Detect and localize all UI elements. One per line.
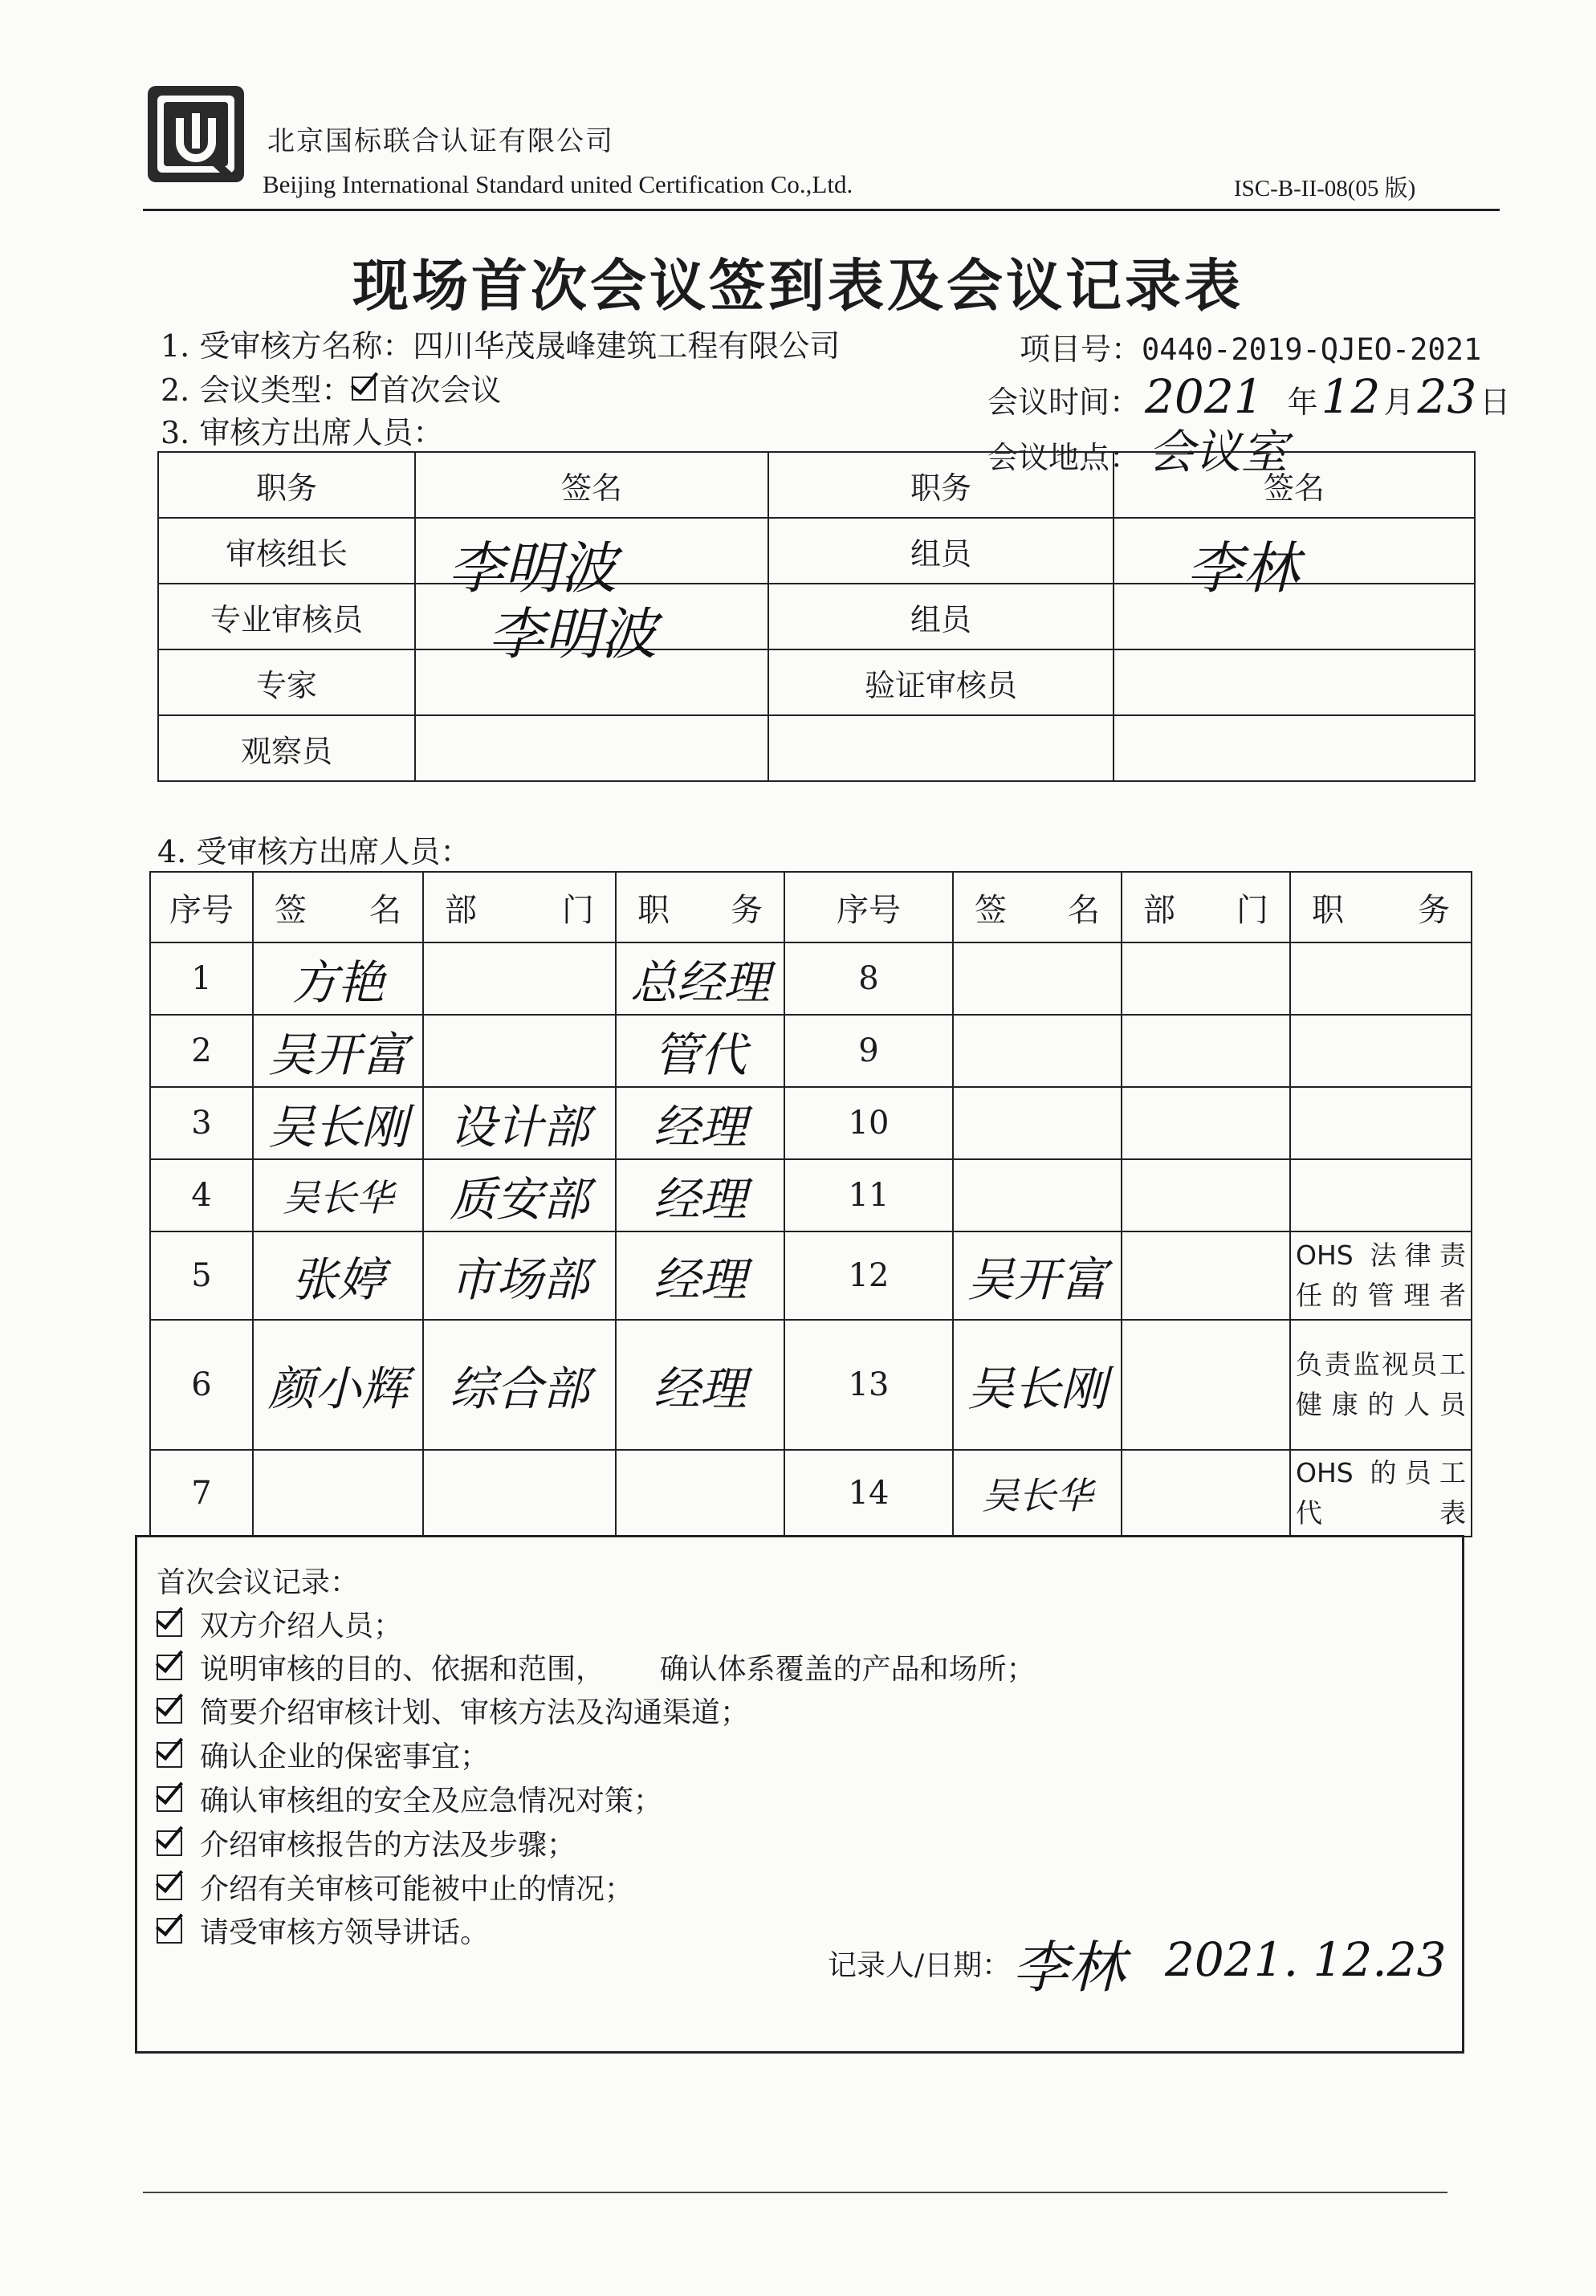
signature-cell: [953, 1320, 1122, 1450]
form-code: ISC-B-II-08(05 版): [1234, 176, 1416, 202]
handwritten-department: 综合部: [449, 1362, 589, 1416]
row-number: 1: [150, 942, 253, 1015]
header-department: [1122, 872, 1290, 942]
table-row: [150, 1231, 1472, 1320]
handwritten-department: 质安部: [449, 1172, 589, 1227]
header-department: [423, 872, 616, 942]
meeting-time-label: 会议时间：: [987, 385, 1141, 420]
duty-cell: [616, 1320, 784, 1450]
header-char: 名: [369, 891, 401, 929]
record-item-text: 请受审核方领导讲话。: [200, 1916, 490, 1949]
record-item: [157, 1910, 489, 1951]
duty-cell: [1290, 1231, 1472, 1320]
signature-cell: [953, 1450, 1122, 1537]
signature-cell: [953, 1159, 1122, 1231]
row-number: 2: [150, 1015, 253, 1087]
signature-cell: [1114, 715, 1475, 781]
record-item: [157, 1734, 489, 1775]
document-title: 现场首次会议签到表及会议记录表: [352, 252, 1244, 319]
header-no: 序号: [150, 872, 253, 942]
auditee-attendees-label: 4. 受审核方出席人员：: [157, 834, 471, 869]
handwritten-signature: 吴长刚: [267, 1100, 408, 1154]
row-number: 6: [150, 1320, 253, 1450]
company-name-en: Beijing International Standard united Certification Co.,Ltd.: [263, 170, 853, 198]
signature-cell: [953, 1087, 1122, 1159]
row-number: 9: [784, 1015, 953, 1087]
auditee-name-value: 四川华茂晟峰建筑工程有限公司: [413, 328, 841, 364]
handwritten-duty: 经理: [653, 1172, 747, 1227]
table-row: [150, 1320, 1472, 1450]
department-cell: [1122, 1015, 1290, 1087]
table-row: [158, 715, 1475, 781]
table-row: [158, 584, 1475, 649]
record-item-text: 简要介绍审核计划、审核方法及沟通渠道；: [200, 1696, 750, 1729]
record-title: 首次会议记录：: [157, 1566, 360, 1599]
checked-checkbox-icon[interactable]: [157, 1742, 182, 1768]
duty-cell: [616, 1087, 784, 1159]
handwritten-signature: 方艳: [291, 955, 385, 1010]
duty-cell: [616, 942, 784, 1015]
row-number: 12: [784, 1231, 953, 1320]
record-item: [157, 1822, 576, 1863]
department-cell: [423, 1087, 616, 1159]
department-cell: [1122, 942, 1290, 1015]
department-cell: [423, 1231, 616, 1320]
header-char: 名: [1068, 891, 1100, 929]
handwritten-signature: 颜小辉: [267, 1362, 408, 1416]
duty-cell: [1290, 1159, 1472, 1231]
meeting-location-handwritten: 会议室: [1148, 425, 1289, 479]
project-number-value: 0440-2019-QJEO-2021: [1142, 332, 1482, 367]
handwritten-signature: 吴开富: [267, 1028, 408, 1082]
signature-cell: [953, 1231, 1122, 1320]
meeting-record-box: [135, 1535, 1464, 2054]
header-no: 序号: [784, 872, 953, 942]
row-number: 14: [784, 1450, 953, 1537]
checked-checkbox-icon[interactable]: [157, 1875, 182, 1900]
auditee-name-label: 1. 受审核方名称：: [161, 328, 413, 364]
duty-cell: [1290, 1015, 1472, 1087]
meeting-type-row: [161, 365, 501, 409]
department-cell: [423, 1450, 616, 1537]
checked-checkbox-icon[interactable]: [157, 1918, 182, 1944]
signature-cell: [415, 518, 768, 601]
auditor-attendance-table: [157, 451, 1476, 782]
meeting-type-value: 首次会议: [379, 372, 502, 408]
signature-cell: [953, 942, 1122, 1015]
checked-checkbox-icon[interactable]: [157, 1655, 182, 1680]
department-cell: [1122, 1320, 1290, 1450]
auditor-table-header: [158, 452, 1475, 518]
handwritten-signature: 李林: [1187, 535, 1299, 601]
header-role: 职务: [158, 452, 415, 518]
header-char: 门: [562, 891, 594, 929]
duty-cell: [1290, 1450, 1472, 1537]
duty-cell: [1290, 1087, 1472, 1159]
role-cell: [768, 715, 1114, 781]
meeting-location-label: 会议地点：: [987, 440, 1141, 475]
footer-divider: [143, 2192, 1447, 2193]
duty-cell: [616, 1015, 784, 1087]
record-item-text: 介绍有关审核可能被中止的情况；: [200, 1873, 634, 1906]
company-logo-icon: [145, 83, 247, 185]
duty-cell: [616, 1450, 784, 1537]
signature-cell: [253, 1320, 423, 1450]
role-cell: 专业审核员: [158, 584, 415, 649]
table-row: [150, 942, 1472, 1015]
header-divider: [143, 209, 1500, 211]
handwritten-department: 市场部: [449, 1252, 589, 1307]
auditee-attendance-table: [149, 871, 1472, 1537]
row-number: 7: [150, 1450, 253, 1537]
department-cell: [1122, 1231, 1290, 1320]
signature-cell: [953, 1015, 1122, 1087]
handwritten-duty: 经理: [653, 1252, 747, 1307]
duty-cell: [1290, 942, 1472, 1015]
checked-checkbox-icon[interactable]: [157, 1830, 182, 1856]
row-number: 13: [784, 1320, 953, 1450]
signature-cell: [253, 942, 423, 1015]
header-signature: [953, 872, 1122, 942]
company-name-cn: 北京国标联合认证有限公司: [267, 125, 614, 157]
table-row: [158, 518, 1475, 584]
department-cell: [1122, 1450, 1290, 1537]
handwritten-signature: 张婷: [291, 1252, 385, 1307]
record-item-text: 双方介绍人员；: [200, 1610, 403, 1643]
role-cell: 专家: [158, 649, 415, 715]
header-signature: 签名: [415, 452, 768, 518]
handwritten-signature: 李明波: [448, 535, 617, 601]
project-number-row: [1020, 324, 1481, 368]
record-item: [157, 1690, 749, 1731]
row-number: 8: [784, 942, 953, 1015]
row-number: 4: [150, 1159, 253, 1231]
checked-checkbox-icon[interactable]: [157, 1786, 182, 1812]
header-duty: [1290, 872, 1472, 942]
checked-checkbox-icon[interactable]: [157, 1611, 182, 1637]
header-char: 务: [731, 891, 763, 929]
handwritten-signature: 吴长华: [982, 1474, 1093, 1517]
role-cell: 组员: [768, 584, 1114, 649]
header-signature: 签名: [1114, 452, 1475, 518]
signature-cell: [253, 1087, 423, 1159]
attendee-table-header: [150, 872, 1472, 942]
signature-cell: [253, 1450, 423, 1537]
handwritten-signature: 吴长华: [283, 1176, 393, 1219]
year-unit: 年: [1287, 385, 1318, 420]
duty-text: 负责监视员工健康的人员: [1296, 1349, 1466, 1420]
signature-cell: [415, 649, 768, 715]
auditor-attendees-label: 3. 审核方出席人员：: [161, 415, 444, 450]
day-unit: 日: [1480, 385, 1511, 420]
project-number-label: 项目号：: [1020, 332, 1142, 367]
header-char: 门: [1236, 891, 1268, 929]
record-item-text: 确认企业的保密事宜；: [200, 1740, 490, 1773]
recorder-date-label: 记录人/日期：: [828, 1949, 1012, 1982]
record-item-text: 介绍审核报告的方法及步骤；: [200, 1829, 576, 1862]
record-item: [157, 1778, 662, 1819]
meeting-type-checkbox[interactable]: [352, 377, 376, 401]
meeting-day-handwritten: 23: [1417, 369, 1477, 424]
role-cell: 审核组长: [158, 518, 415, 584]
header-duty: [616, 872, 784, 942]
handwritten-signature: 吴长刚: [967, 1362, 1107, 1416]
meeting-month-handwritten: 12: [1321, 369, 1381, 424]
table-row: [150, 1450, 1472, 1537]
record-item: [157, 1603, 402, 1644]
record-date-handwritten: 2021. 12.23: [1165, 1932, 1447, 1987]
signature-cell: [1114, 518, 1475, 601]
header-char: 部: [1143, 891, 1175, 929]
signature-cell: [253, 1231, 423, 1320]
record-item: [157, 1867, 633, 1907]
role-cell: 验证审核员: [768, 649, 1114, 715]
duty-text: OHS 的员工代表: [1296, 1457, 1466, 1529]
role-cell: 观察员: [158, 715, 415, 781]
handwritten-duty: 经理: [653, 1362, 747, 1416]
header-char: 职: [1312, 891, 1344, 929]
duty-cell: [616, 1231, 784, 1320]
duty-cell: [616, 1159, 784, 1231]
signature-cell: [1114, 649, 1475, 715]
row-number: 5: [150, 1231, 253, 1320]
table-row: [150, 1015, 1472, 1087]
header-signature: [253, 872, 423, 942]
handwritten-signature: 李明波: [488, 601, 657, 667]
checked-checkbox-icon[interactable]: [157, 1698, 182, 1724]
header-char: 签: [275, 891, 307, 929]
header-char: 务: [1418, 891, 1450, 929]
handwritten-duty: 经理: [653, 1100, 747, 1154]
department-cell: [423, 1320, 616, 1450]
role-cell: 组员: [768, 518, 1114, 584]
duty-cell: [1290, 1320, 1472, 1450]
record-item-text: 确认审核组的安全及应急情况对策；: [200, 1785, 663, 1818]
table-row: [150, 1159, 1472, 1231]
header-char: 签: [975, 891, 1007, 929]
auditee-name-row: [161, 321, 840, 365]
row-number: 3: [150, 1087, 253, 1159]
header-role: 职务: [768, 452, 1114, 518]
header-char: 职: [637, 891, 670, 929]
month-unit: 月: [1383, 385, 1415, 420]
recorder-signature: 李林: [1012, 1935, 1125, 2001]
row-number: 10: [784, 1087, 953, 1159]
signature-cell: [1114, 584, 1475, 649]
signature-cell: [415, 584, 768, 667]
handwritten-department: 设计部: [449, 1100, 589, 1154]
meeting-type-label: 2. 会议类型：: [161, 372, 352, 408]
department-cell: [1122, 1087, 1290, 1159]
department-cell: [1122, 1159, 1290, 1231]
table-row: [150, 1087, 1472, 1159]
handwritten-duty: 总经理: [629, 955, 770, 1010]
handwritten-duty: 管代: [653, 1028, 747, 1082]
meeting-year-handwritten: 2021: [1145, 369, 1264, 424]
department-cell: [423, 1015, 616, 1087]
department-cell: [423, 1159, 616, 1231]
table-row: [158, 649, 1475, 715]
row-number: 11: [784, 1159, 953, 1231]
record-item-text: 说明审核的目的、依据和范围， 确认体系覆盖的产品和场所；: [200, 1653, 1036, 1686]
header-char: 部: [445, 891, 477, 929]
signature-cell: [253, 1015, 423, 1087]
signature-cell: [415, 715, 768, 781]
record-item: [157, 1647, 1036, 1687]
duty-text: OHS 法律责任的管理者: [1296, 1240, 1466, 1311]
department-cell: [423, 942, 616, 1015]
handwritten-signature: 吴开富: [967, 1252, 1107, 1307]
signature-cell: [253, 1159, 423, 1231]
